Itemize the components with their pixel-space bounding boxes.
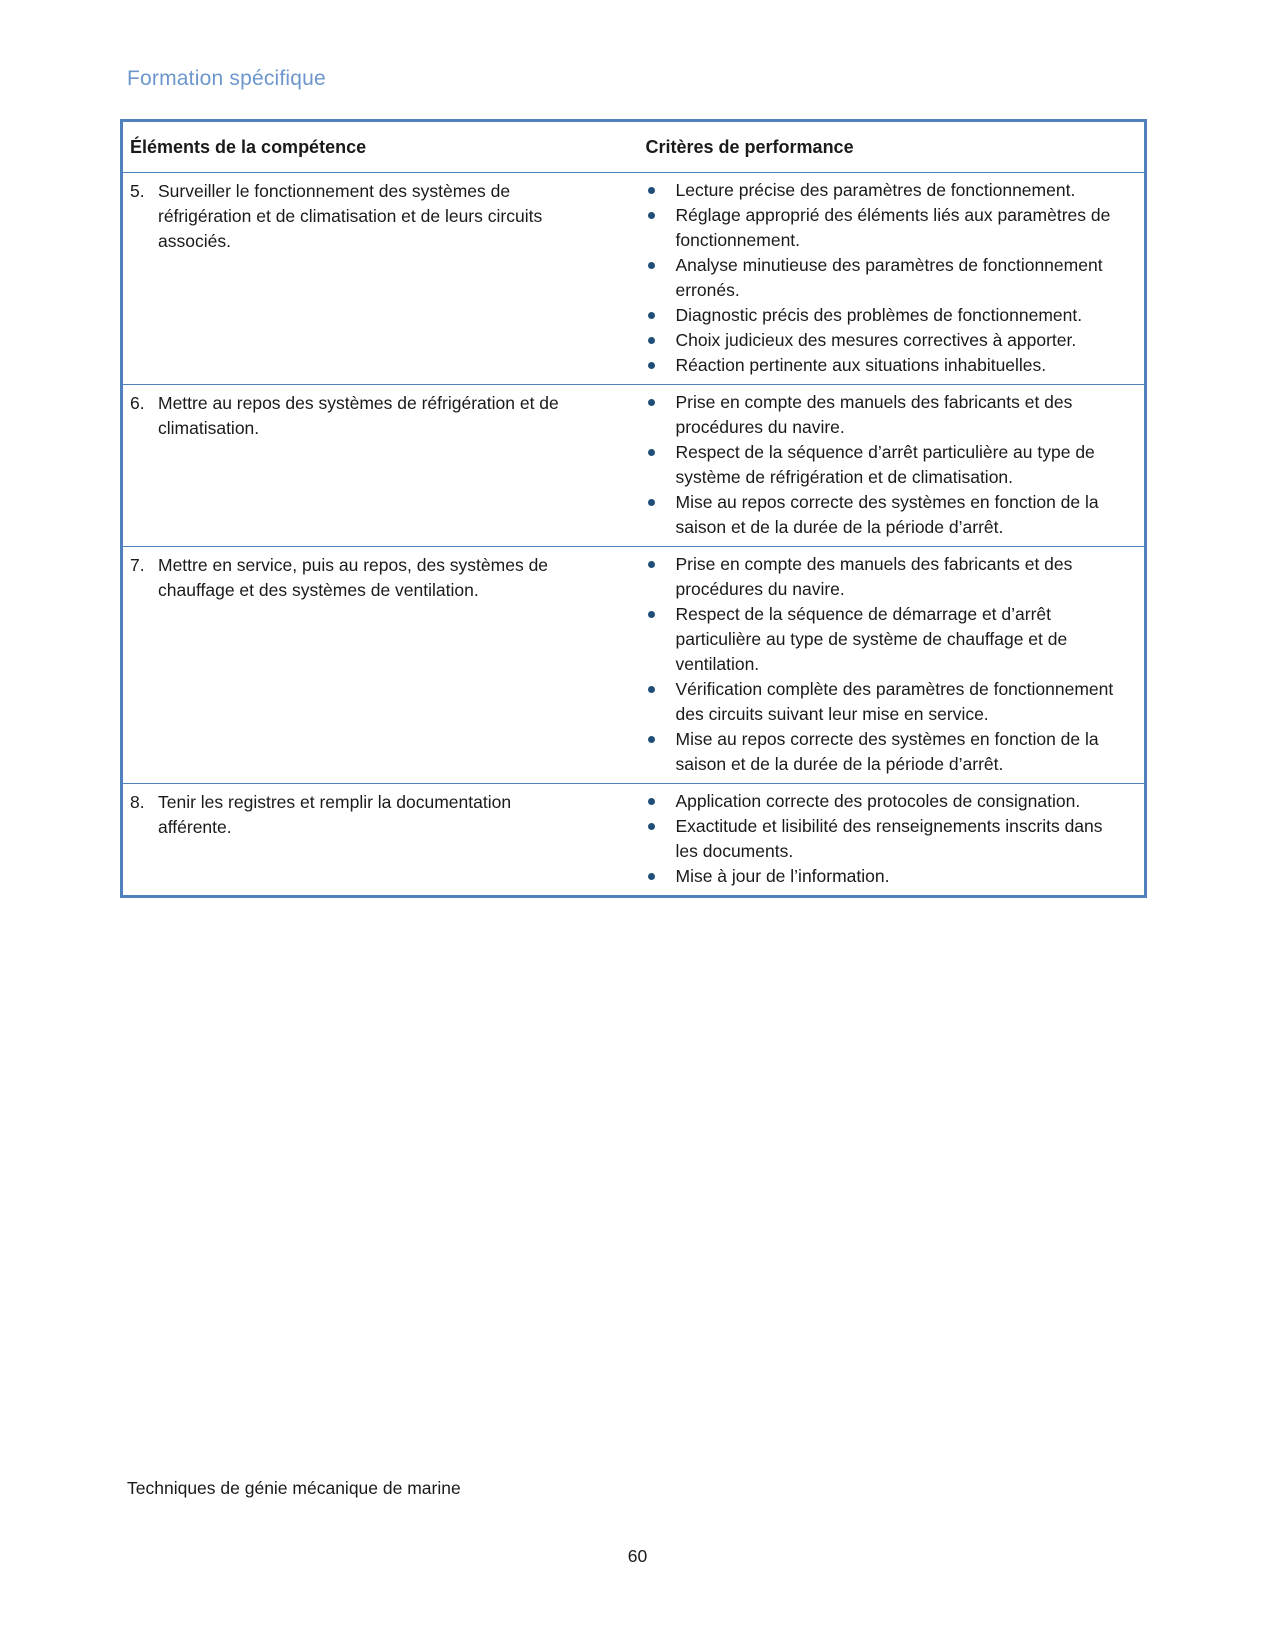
bullet-icon bbox=[648, 686, 655, 693]
list-item bbox=[612, 253, 1125, 303]
list-item bbox=[612, 602, 1125, 677]
table-row bbox=[122, 547, 1146, 784]
bullet-icon bbox=[648, 736, 655, 743]
list-item bbox=[612, 203, 1125, 253]
list-item bbox=[612, 390, 1125, 440]
criterion-text: Vérification complète des paramètres de fonctionnement des circuits suivant leur mise en service. bbox=[675, 679, 1114, 724]
bullet-icon bbox=[648, 212, 655, 219]
bullet-icon bbox=[648, 312, 655, 319]
element-cell bbox=[122, 173, 612, 385]
element-cell bbox=[122, 547, 612, 784]
criterion-text: Réaction pertinente aux situations inhabituelles. bbox=[675, 355, 1047, 375]
list-item bbox=[612, 353, 1125, 378]
list-item bbox=[612, 864, 1125, 889]
bullet-icon bbox=[648, 873, 655, 880]
bullet-icon bbox=[648, 561, 655, 568]
table-row bbox=[122, 173, 1146, 385]
list-item bbox=[612, 303, 1125, 328]
page-number: 60 bbox=[627, 1546, 648, 1566]
item-number: 8. bbox=[130, 792, 145, 812]
criteria-cell bbox=[612, 547, 1146, 784]
bullet-icon bbox=[648, 611, 655, 618]
column-header-elements: Éléments de la compétence bbox=[130, 137, 367, 157]
item-number: 6. bbox=[130, 393, 145, 413]
criterion-text: Prise en compte des manuels des fabricants et des procédures du navire. bbox=[675, 392, 1073, 437]
criterion-text: Mise au repos correcte des systèmes en fonction de la saison et de la durée de la période d’arrêt. bbox=[675, 729, 1099, 774]
item-number: 5. bbox=[130, 181, 145, 201]
bullet-icon bbox=[648, 262, 655, 269]
criterion-text: Réglage approprié des éléments liés aux paramètres de fonctionnement. bbox=[675, 205, 1111, 250]
table-row bbox=[122, 784, 1146, 897]
criteria-list bbox=[612, 789, 1125, 889]
criterion-text: Lecture précise des paramètres de fonctionnement. bbox=[675, 180, 1076, 200]
bullet-icon bbox=[648, 399, 655, 406]
bullet-icon bbox=[648, 798, 655, 805]
criteria-list bbox=[612, 178, 1125, 378]
criterion-text: Application correcte des protocoles de consignation. bbox=[675, 791, 1081, 811]
criteria-list bbox=[612, 552, 1125, 777]
bullet-icon bbox=[648, 449, 655, 456]
criteria-cell bbox=[612, 173, 1146, 385]
bullet-icon bbox=[648, 499, 655, 506]
footer-title: Techniques de génie mécanique de marine bbox=[127, 1478, 461, 1498]
bullet-icon bbox=[648, 187, 655, 194]
bullet-icon bbox=[648, 337, 655, 344]
list-item bbox=[612, 490, 1125, 540]
list-item bbox=[612, 677, 1125, 727]
item-number: 7. bbox=[130, 555, 145, 575]
element-cell bbox=[122, 784, 612, 897]
list-item bbox=[612, 552, 1125, 602]
criterion-text: Mise au repos correcte des systèmes en fonction de la saison et de la durée de la période d’arrêt. bbox=[675, 492, 1099, 537]
table-header-row bbox=[122, 121, 1146, 173]
list-item bbox=[612, 727, 1125, 777]
bullet-icon bbox=[648, 823, 655, 830]
column-header-criteres: Critères de performance bbox=[645, 137, 854, 157]
criteria-cell bbox=[612, 385, 1146, 547]
element-text: Mettre au repos des systèmes de réfrigération et de climatisation. bbox=[158, 393, 559, 438]
criterion-text: Respect de la séquence de démarrage et d’arrêt particulière au type de système de chauffage et de ventilation. bbox=[675, 604, 1068, 674]
criterion-text: Exactitude et lisibilité des renseignements inscrits dans les documents. bbox=[675, 816, 1103, 861]
bullet-icon bbox=[648, 362, 655, 369]
competence-table bbox=[120, 119, 1147, 898]
element-text: Tenir les registres et remplir la documentation afférente. bbox=[158, 792, 512, 837]
list-item bbox=[612, 814, 1125, 864]
element-text: Mettre en service, puis au repos, des systèmes de chauffage et des systèmes de ventilation. bbox=[158, 555, 549, 600]
element-text: Surveiller le fonctionnement des systèmes de réfrigération et de climatisation et de leurs circuits associés. bbox=[158, 181, 543, 251]
list-item bbox=[612, 328, 1125, 353]
list-item bbox=[612, 178, 1125, 203]
element-cell bbox=[122, 385, 612, 547]
criteria-list bbox=[612, 390, 1125, 540]
list-item bbox=[612, 789, 1125, 814]
criterion-text: Diagnostic précis des problèmes de fonctionnement. bbox=[675, 305, 1083, 325]
list-item bbox=[612, 440, 1125, 490]
table-row bbox=[122, 385, 1146, 547]
criterion-text: Respect de la séquence d’arrêt particulière au type de système de réfrigération et de climatisation. bbox=[675, 442, 1095, 487]
section-heading: Formation spécifique bbox=[127, 67, 326, 90]
criterion-text: Mise à jour de l’information. bbox=[675, 866, 890, 886]
criterion-text: Analyse minutieuse des paramètres de fonctionnement erronés. bbox=[675, 255, 1103, 300]
criterion-text: Choix judicieux des mesures correctives à apporter. bbox=[675, 330, 1077, 350]
criterion-text: Prise en compte des manuels des fabricants et des procédures du navire. bbox=[675, 554, 1073, 599]
criteria-cell bbox=[612, 784, 1146, 897]
